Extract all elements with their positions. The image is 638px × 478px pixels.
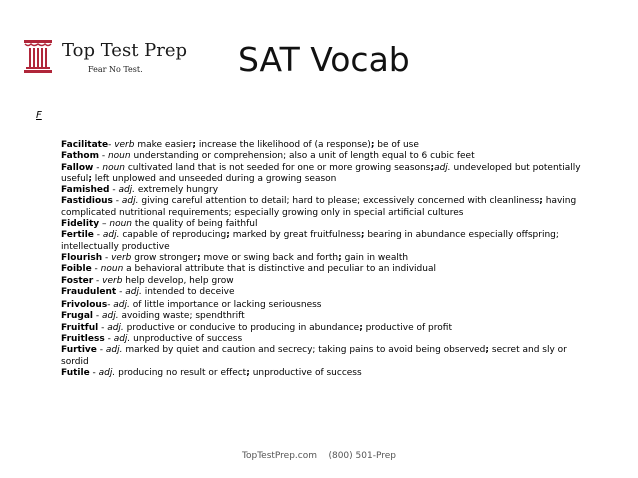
- vocab-definition: unproductive of success: [249, 367, 362, 378]
- vocab-definition: undeveloped but potentially useful: [61, 162, 581, 184]
- vocab-definition: having complicated nutritional requirements; especially growing only in special artificial cultures: [61, 196, 577, 218]
- vocab-separator: ;: [359, 322, 363, 333]
- vocab-definition: of little importance or lacking seriousness: [129, 300, 322, 311]
- vocab-term: Fraudulent: [61, 286, 117, 297]
- vocab-dash: -: [116, 286, 126, 297]
- page-title: SAT Vocab: [238, 40, 410, 79]
- vocab-entry: [61, 334, 591, 345]
- vocab-entry: [61, 151, 591, 162]
- vocab-entry: [61, 196, 591, 219]
- vocab-dash: -: [93, 311, 103, 322]
- vocab-definition: extremely hungry: [135, 185, 219, 196]
- vocab-term: Furtive: [61, 345, 97, 356]
- vocab-part-of-speech: noun: [109, 219, 132, 230]
- vocab-entry: [61, 323, 591, 334]
- vocab-definition: be of use: [374, 140, 419, 150]
- vocab-part-of-speech: adj.: [102, 230, 120, 241]
- vocab-entry: [61, 230, 591, 253]
- vocab-entry: [61, 163, 591, 186]
- vocab-definition: productive of profit: [362, 322, 452, 333]
- vocab-dash: -: [98, 151, 108, 162]
- vocab-separator: ;: [338, 252, 342, 263]
- vocab-part-of-speech: adj.: [105, 345, 123, 356]
- vocab-term: Frugal: [61, 311, 94, 322]
- vocab-term: Flourish: [61, 252, 103, 263]
- vocab-separator: ;: [430, 162, 435, 173]
- vocab-entry: [61, 276, 591, 287]
- vocab-part-of-speech: noun: [102, 162, 125, 173]
- vocab-term: Fertile: [61, 230, 94, 241]
- footer: [0, 451, 638, 461]
- footer-site: TopTestPrep.com: [242, 451, 318, 461]
- vocab-term: Fathom: [61, 151, 99, 162]
- vocab-part-of-speech: verb: [102, 275, 123, 286]
- vocab-entry: [61, 300, 591, 311]
- vocab-entry: [61, 140, 591, 151]
- vocab-definition: bearing in abundance especially offspring; intellectually productive: [61, 230, 559, 252]
- logo-tagline: Fear No Test.: [88, 65, 143, 74]
- vocab-definition: left unplowed and unseeded during a growing season: [91, 173, 337, 184]
- vocab-part-of-speech: noun: [107, 151, 131, 162]
- vocab-separator: ;: [226, 230, 230, 241]
- vocab-definition: a behavioral attribute that is distinctive and peculiar to an individual: [123, 264, 436, 275]
- vocab-definition: giving careful attention to detail; hard to please; excessively concerned with cleanliness: [138, 196, 540, 207]
- vocab-dash: -: [107, 300, 114, 311]
- vocab-term: Fastidious: [61, 196, 113, 207]
- vocab-separator: ;: [370, 140, 375, 150]
- vocab-dash: -: [93, 162, 103, 173]
- vocab-dash: -: [91, 264, 101, 275]
- vocab-definition: marked by great fruitfulness: [229, 230, 361, 241]
- vocab-separator: ;: [360, 230, 365, 241]
- vocab-definition: producing no result or effect: [115, 367, 247, 378]
- vocab-dash: -: [112, 196, 122, 207]
- vocab-part-of-speech: adj.: [98, 367, 116, 378]
- vocab-separator: ;: [88, 173, 92, 184]
- vocab-term: Facilitate: [61, 140, 109, 150]
- vocab-term: Futile: [61, 367, 90, 378]
- vocab-separator: ;: [539, 196, 543, 207]
- vocab-entry: [61, 345, 591, 368]
- vocab-list: [61, 140, 591, 379]
- logo: [22, 38, 188, 80]
- vocab-definition: capable of reproducing: [119, 230, 227, 241]
- vocab-part-of-speech: adj.: [118, 185, 136, 196]
- vocab-dash: -: [93, 230, 103, 241]
- vocab-entry: [61, 368, 591, 379]
- vocab-definition: the quality of being faithful: [131, 219, 258, 230]
- vocab-part-of-speech: adj.: [113, 334, 131, 345]
- vocab-term: Famished: [61, 185, 110, 196]
- vocab-definition: productive or conducive to producing in abundance: [123, 322, 360, 333]
- vocab-term: Foible: [61, 264, 92, 275]
- vocab-part-of-speech: adj.: [102, 311, 119, 322]
- vocab-term: Fallow: [61, 162, 94, 173]
- section-letter: F: [36, 110, 42, 121]
- vocab-dash: -: [104, 334, 114, 345]
- vocab-definition: marked by quiet and caution and secrecy; taking pains to avoid being observed: [122, 345, 486, 356]
- vocab-separator: ;: [485, 345, 490, 356]
- vocab-definition: intended to deceive: [141, 286, 235, 297]
- vocab-dash: -: [89, 367, 99, 378]
- vocab-entry: [61, 287, 591, 298]
- vocab-dash: -: [98, 322, 108, 333]
- vocab-definition: make easier: [134, 140, 193, 150]
- vocab-dash: -: [109, 185, 119, 196]
- vocab-part-of-speech: adj.: [121, 196, 139, 207]
- vocab-term: Foster: [61, 275, 94, 286]
- vocab-entry: [61, 253, 591, 264]
- vocab-part-of-speech: noun: [100, 264, 124, 275]
- vocab-dash: -: [108, 140, 115, 150]
- pillar-logo-icon: [22, 38, 54, 74]
- vocab-dash: -: [102, 252, 112, 263]
- vocab-definition: move or swing back and forth: [200, 252, 339, 263]
- vocab-part-of-speech: adj.: [107, 322, 124, 333]
- vocab-part-of-speech: adj.: [125, 286, 142, 297]
- vocab-entry: [61, 219, 591, 230]
- vocab-definition: unproductive of success: [130, 334, 243, 345]
- vocab-term: Fruitful: [61, 322, 99, 333]
- vocab-definition: understanding or comprehension; also a unit of length equal to 6 cubic feet: [130, 151, 475, 162]
- vocab-dash: -: [93, 275, 103, 286]
- vocab-entry: [61, 264, 591, 275]
- vocab-definition: secret and sly or sordid: [61, 345, 567, 367]
- vocab-definition: increase the likelihood of (a response): [196, 140, 371, 150]
- vocab-part-of-speech: verb: [114, 140, 135, 150]
- vocab-definition: avoiding waste; spendthrift: [118, 311, 245, 322]
- vocab-dash: –: [99, 219, 110, 230]
- vocab-entry: [61, 311, 591, 322]
- vocab-definition: gain in wealth: [341, 252, 409, 263]
- footer-phone: (800) 501-Prep: [328, 451, 396, 461]
- vocab-definition: grow stronger: [131, 252, 198, 263]
- vocab-separator: ;: [192, 140, 196, 150]
- vocab-entry: [61, 185, 591, 196]
- vocab-definition: help develop, help grow: [122, 275, 234, 286]
- logo-name: Top Test Prep: [62, 40, 188, 61]
- vocab-separator: ;: [246, 367, 250, 378]
- vocab-dash: -: [96, 345, 106, 356]
- vocab-term: Frivolous: [61, 300, 108, 311]
- vocab-definition: cultivated land that is not seeded for one or more growing seasons: [124, 162, 431, 173]
- vocab-part-of-speech: adj.: [113, 300, 130, 311]
- vocab-term: Fruitless: [61, 334, 105, 345]
- vocab-separator: ;: [197, 252, 201, 263]
- vocab-part-of-speech: adj.: [434, 162, 451, 173]
- vocab-part-of-speech: verb: [111, 252, 132, 263]
- vocab-term: Fidelity: [61, 219, 100, 230]
